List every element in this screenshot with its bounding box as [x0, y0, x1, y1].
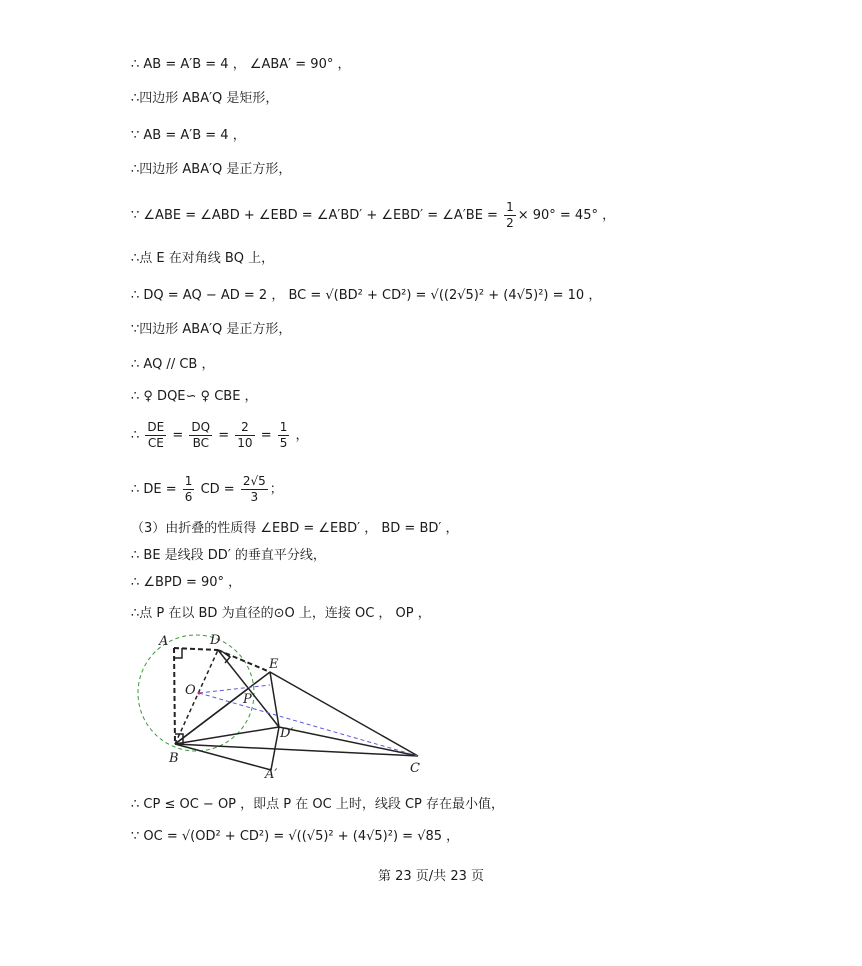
segment-ec: [270, 672, 418, 756]
page-footer: 第 23 页/共 23 页: [378, 869, 484, 884]
line-6: ∴点 E 在对角线 BQ 上，: [131, 251, 275, 266]
line-14: ∴ BE 是线段 DD′ 的垂直平分线，: [131, 548, 326, 563]
line-13: （3）由折叠的性质得 ∠EBD = ∠EBD′ ， BD = BD′ ，: [131, 521, 459, 536]
line-3: ∵ AB = A′B = 4 ，: [131, 128, 246, 143]
label-b: B: [169, 751, 179, 766]
line-5: [131, 200, 615, 231]
segment-d-prime-c: [279, 727, 418, 756]
line-15: ∴ ∠BPD = 90° ，: [131, 575, 242, 590]
segment-ed-prime: [270, 672, 279, 727]
fraction-de-ce: $\frac{DE}{CE}$: [147, 420, 165, 450]
line-17: ∴ CP ≤ OC − OP ，即点 P 在 OC 上时，线段 CP 存在最小值，: [131, 797, 505, 812]
line-10: ∴ ♀ DQE∽ ♀ CBE ，: [131, 389, 258, 404]
segment-ab: [174, 648, 175, 744]
segment-op: [199, 685, 270, 693]
fraction-1-6: $\frac{1}{6}$: [184, 474, 193, 504]
geometry-figure: [137, 630, 427, 780]
line-1: ∴ AB = A′B = 4 ， ∠ABA′ = 90° ，: [131, 57, 351, 72]
label-o: O: [185, 683, 196, 698]
right-angle-a: [174, 648, 182, 658]
label-e: E: [269, 657, 279, 672]
label-c: C: [410, 761, 420, 776]
fraction-half: $\frac{1}{2}$: [506, 200, 514, 230]
label-d: D: [210, 633, 221, 648]
segment-bd: [175, 650, 218, 744]
line-16: ∴点 P 在以 BD 为直径的⊙O 上，连接 OC ， OP ，: [131, 606, 431, 621]
line-12: ∴ DE = $\frac{1}{6}$ CD = $\frac{2√5}{3}$ ；: [131, 474, 283, 504]
line-11: ∴ $\frac{DE}{CE}$ = $\frac{DQ}{BC}$ = $\frac{2}{10}$ = $\frac{1}{5}$ ，: [131, 420, 309, 450]
line-18: ∵ OC = √(OD² + CD²) = √((√5)² + (4√5)²) = √85 ，: [131, 829, 460, 844]
fraction-2root5-3: $\frac{2√5}{3}$: [242, 474, 266, 504]
label-p: P: [243, 692, 252, 707]
fraction-dq-bc: $\frac{DQ}{BC}$: [191, 420, 211, 450]
segment-ad: [174, 648, 218, 650]
fraction-1-5: $\frac{1}{5}$: [279, 420, 288, 450]
line-4: ∴四边形 ABA′Q 是正方形，: [131, 162, 292, 177]
label-d-prime: D′: [280, 726, 294, 741]
line-2: ∴四边形 ABA′Q 是矩形，: [131, 91, 279, 106]
label-a: A: [159, 634, 169, 649]
fraction-2-10: $\frac{2}{10}$: [237, 420, 253, 450]
line-9: ∴ AQ // CB ，: [131, 357, 215, 372]
angle-equation: ∵ ∠ABE = ∠ABD + ∠EBD = ∠A′BD′ + ∠EBD′ = ∠A′BE =: [131, 208, 503, 223]
line-7: ∴ DQ = AQ − AD = 2 ， BC = √(BD² + CD²) = √((2√5)² + (4√5)²) = 10 ，: [131, 288, 602, 303]
line-8: ∵四边形 ABA′Q 是正方形，: [131, 322, 292, 337]
angle-result: × 90° = 45° ，: [517, 208, 616, 223]
point-o: [198, 692, 201, 695]
label-a-prime: A′: [265, 767, 278, 780]
